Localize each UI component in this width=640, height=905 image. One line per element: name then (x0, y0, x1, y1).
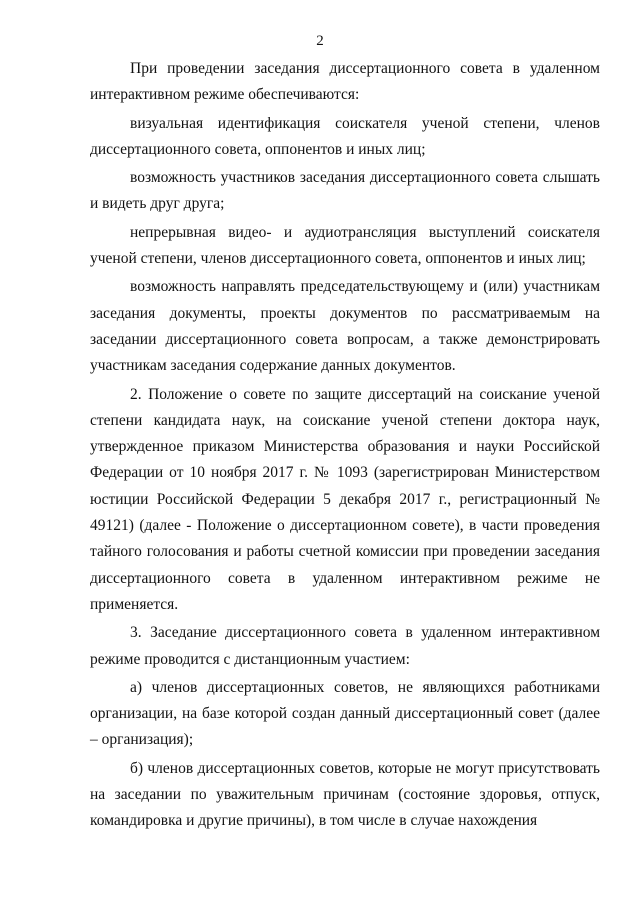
page-number: 2 (316, 33, 324, 49)
paragraph: возможность участников заседания диссертационного совета слышать и видеть друг друга; (90, 169, 600, 213)
paragraph: 2. Положение о совете по защите диссертаций на соискание ученой степени кандидата наук, на соискание ученой степени доктора наук, утвержденное приказом Министерства образования и науки Российской Федерации от 10 ноября 2017 г. № 1093 (зарегистрирован Министерством юстиции Российской Федерации 5 декабря 2017 г., регистрационный № 49121) (далее - Положение о диссертационном совете), в части проведения тайного голосования и работы счетной комиссии при проведении заседания диссертационного совета в удаленном интерактивном режиме не применяется. (90, 385, 600, 613)
paragraph: б) членов диссертационных советов, которые не могут присутствовать на заседании по уважительным причинам (состояние здоровья, отпуск, командировка и другие причины), в том числе в случае нахождения (90, 759, 600, 830)
paragraph: возможность направлять председательствующему и (или) участникам заседания документы, проекты документов по рассматриваемым на заседании диссертационного совета вопросам, а также демонстрировать участникам заседания содержание данных документов. (90, 278, 600, 375)
paragraph: а) членов диссертационных советов, не являющихся работниками организации, на базе которой создан данный диссертационный совет (далее – организация); (90, 678, 600, 749)
paragraph: При проведении заседания диссертационного совета в удаленном интерактивном режиме обеспечиваются: (90, 60, 600, 104)
paragraph: 3. Заседание диссертационного совета в удаленном интерактивном режиме проводится с дистанционным участием: (90, 624, 600, 668)
paragraph: визуальная идентификация соискателя ученой степени, членов диссертационного совета, оппонентов и иных лиц; (90, 114, 600, 158)
paragraph: непрерывная видео- и аудиотрансляция выступлений соискателя ученой степени, членов диссертационного совета, оппонентов и иных лиц; (90, 223, 600, 268)
document-body (90, 56, 600, 837)
